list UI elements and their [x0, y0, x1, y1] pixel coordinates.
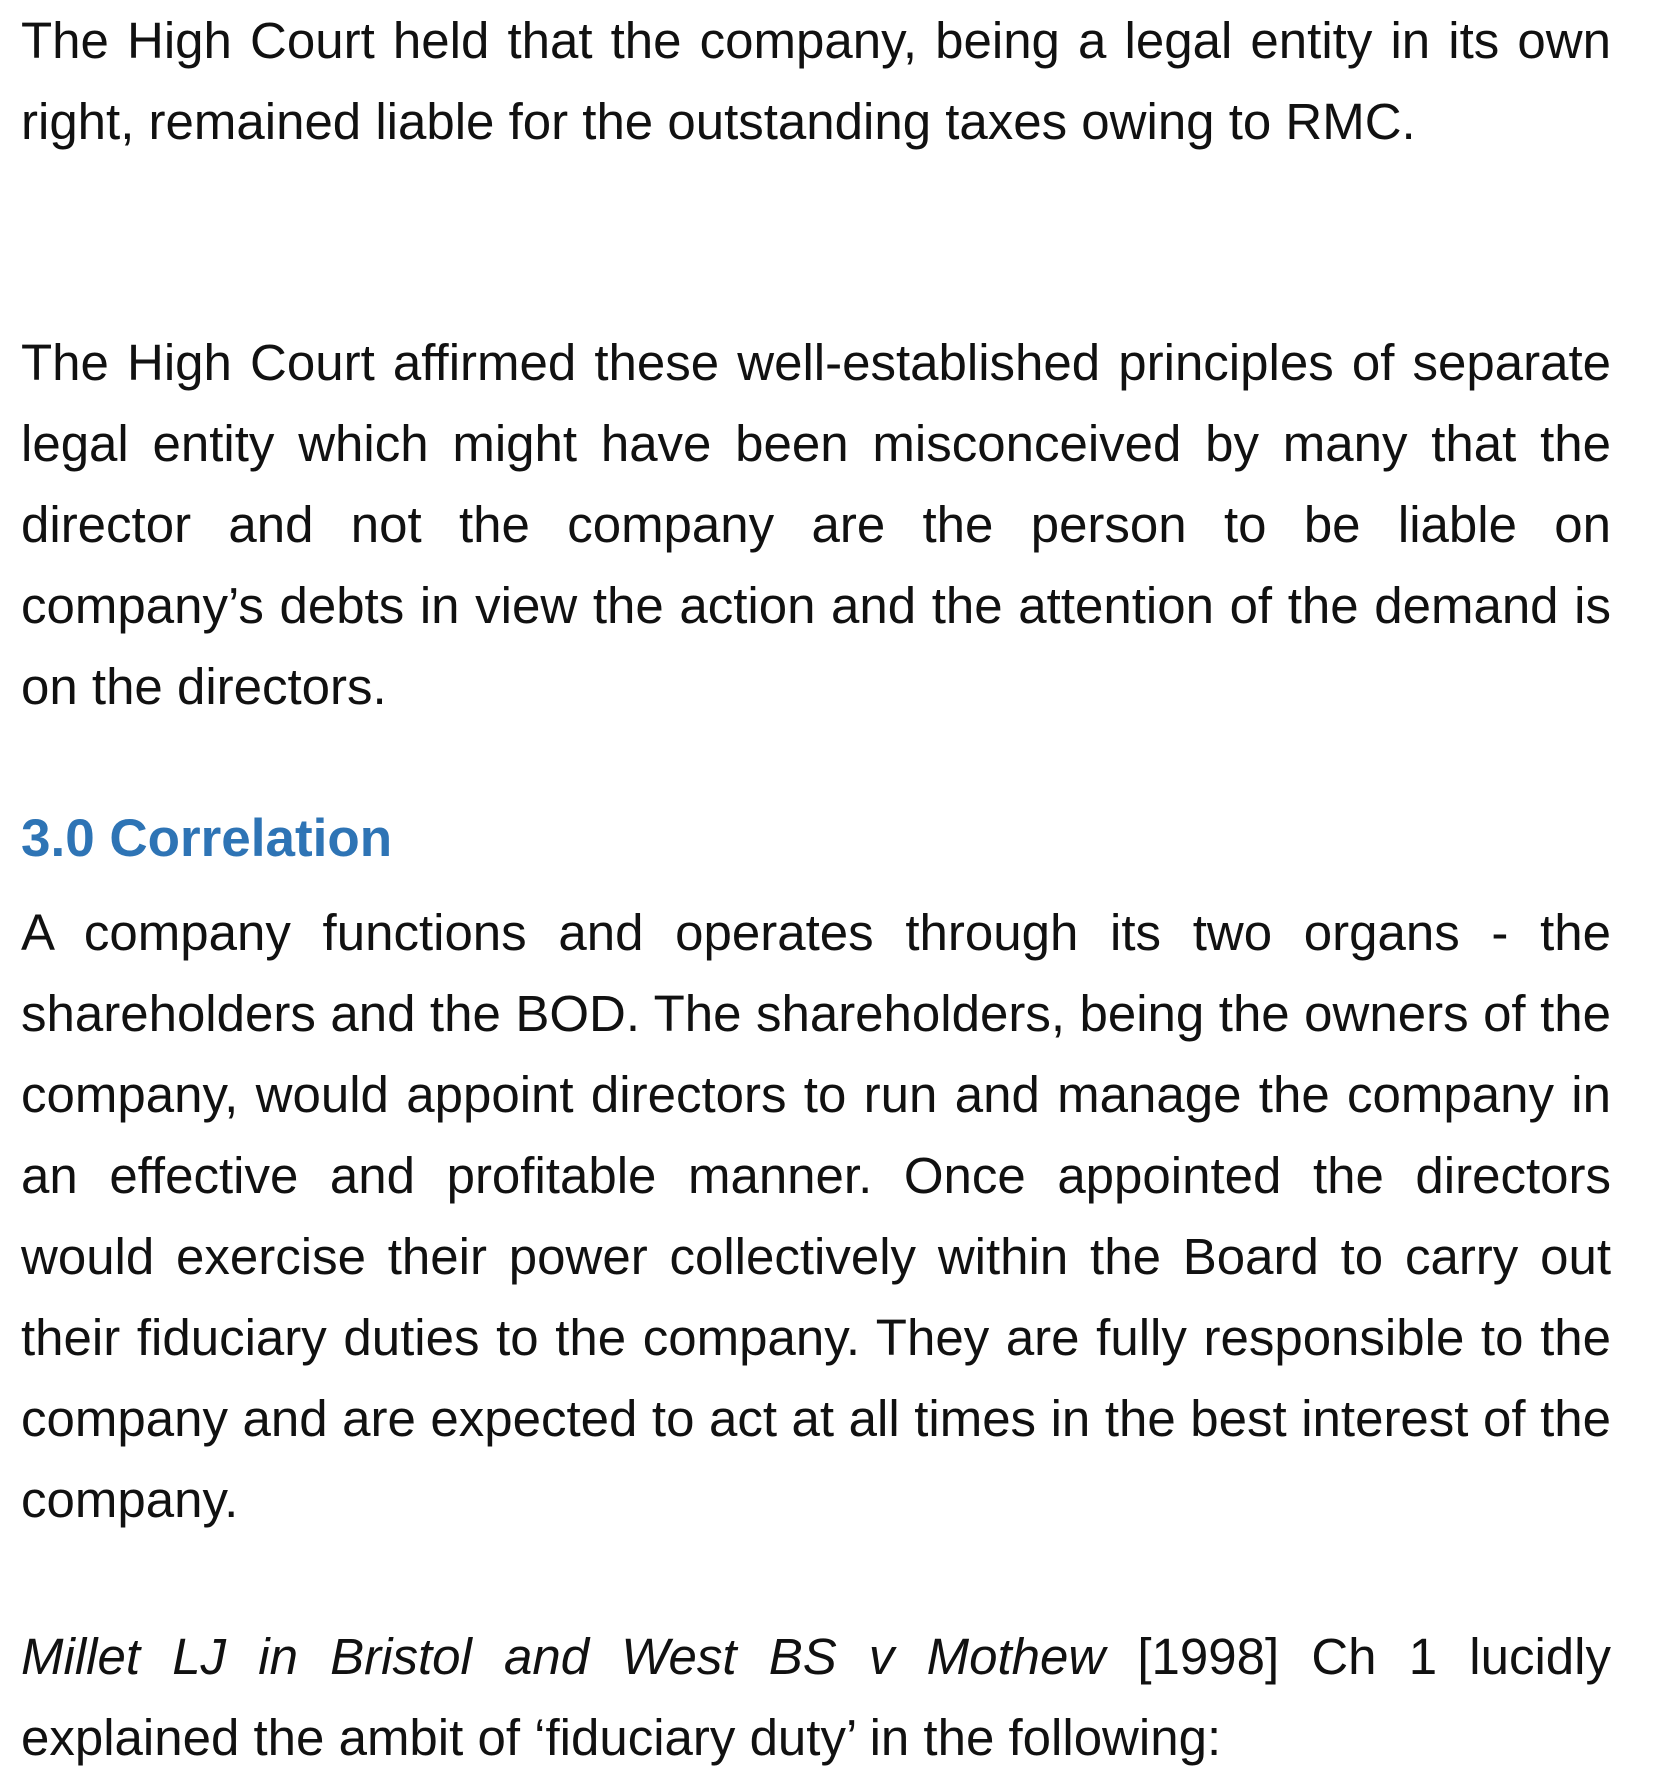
paragraph-millet-lj [21, 1616, 1611, 1778]
section-heading-correlation: 3.0 Correlation [21, 809, 393, 868]
paragraph-high-court-held: The High Court held that the company, being a legal entity in its own right, remained liable for the outstanding taxes owing to RMC. [21, 12, 1611, 150]
case-citation-italic: Millet LJ in Bristol and West BS v Mothew [21, 1628, 1106, 1685]
paragraph-company-functions: A company functions and operates through its two organs - the shareholders and the BOD. The shareholders, being the owners of the company, would appoint directors to run and manage the company in an effective and profitable manner. Once appointed the directors would exercise their power collectively within the Board to carry out their fiduciary duties to the company. They are fully responsible to the company and are expected to act at all times in the best interest of the company. [21, 904, 1611, 1528]
paragraph-millet-lj-text: [1998] Ch 1 lucidly explained the ambit of ‘fiduciary duty’ in the following: [21, 1628, 1611, 1766]
paragraph-high-court-affirmed: The High Court affirmed these well-established principles of separate legal entity which might have been misconceived by many that the director and not the company are the person to be liable on company’s debts in view the action and the attention of the demand is on the directors. [21, 334, 1611, 715]
